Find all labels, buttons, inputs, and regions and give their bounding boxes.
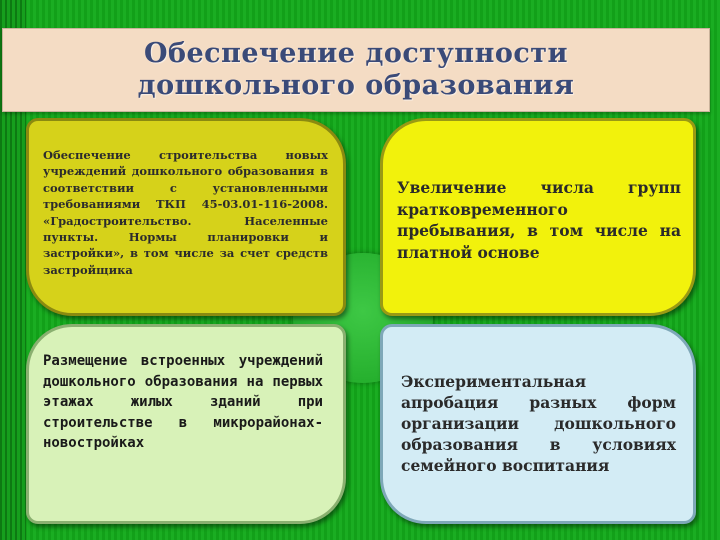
card-family-education: [380, 324, 696, 524]
card-short-stay-groups: [380, 118, 696, 316]
slide-title-line-1: Обеспечение доступности: [143, 38, 569, 69]
slide-title-line-2: дошкольного образования: [137, 70, 575, 101]
card-new-construction: [26, 118, 346, 316]
card-built-in-facilities-text: Размещение встроенных учреждений дошкольного образования на первых этажах жилых зданий при строительстве в микрорайонах-новостройках: [43, 353, 323, 451]
card-new-construction-text: Обеспечение строительства новых учреждений дошкольного образования в соответствии с установленными требованиями ТКП 45-03.01-116-2008. «Градостроительство. Населенные пункты. Нормы планировки и застройки», в том числе за счет средств застройщика: [43, 148, 328, 277]
slide-title: [138, 38, 575, 102]
card-built-in-facilities: [26, 324, 346, 524]
card-short-stay-groups-text: Увеличение числа групп кратковременного пребывания, в том числе на платной основе: [397, 178, 681, 262]
title-banner: [2, 28, 710, 112]
card-family-education-text: Экспериментальная апробация разных форм организации дошкольного образования в условиях семейного воспитания: [401, 372, 676, 475]
